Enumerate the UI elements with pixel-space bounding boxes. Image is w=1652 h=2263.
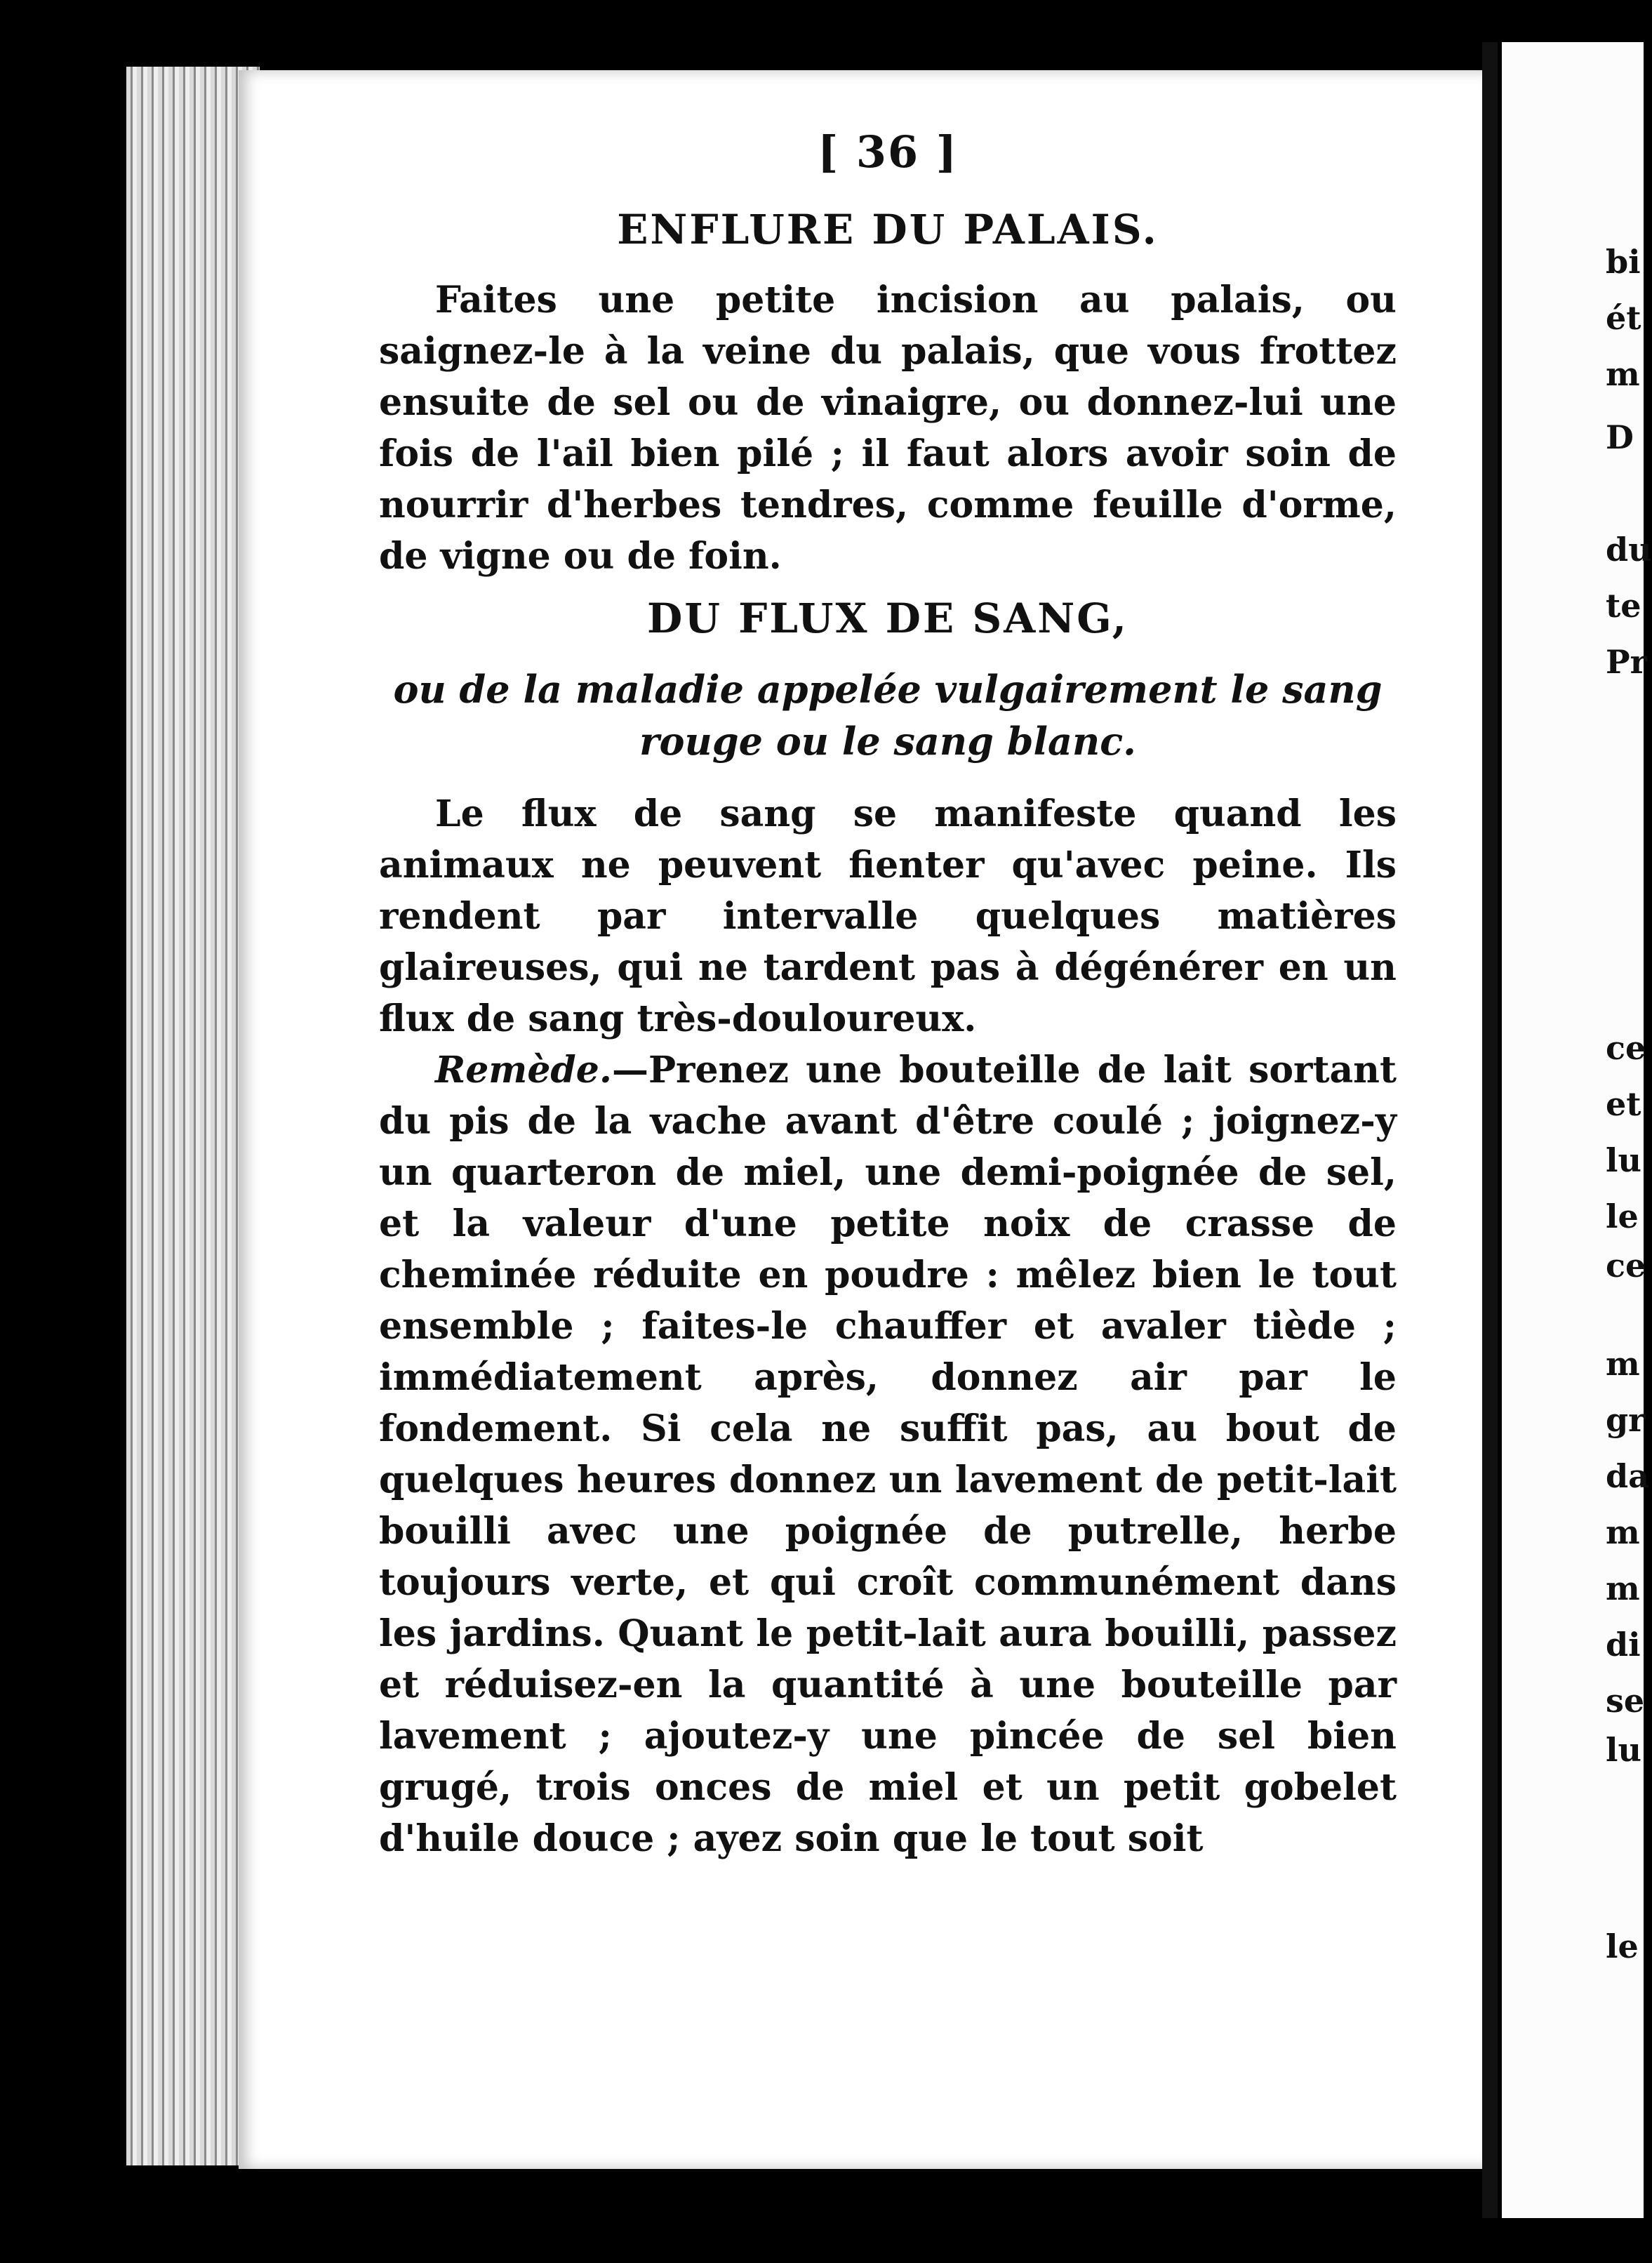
section-heading-flux: DU FLUX DE SANG, — [647, 595, 1128, 642]
paragraph-flux-description: Le flux de sang se manifeste quand les animaux ne peuvent fienter qu'avec peine. Ils rendent par intervalle quelques matières glaireuses, qui ne tardent pas à dégénérer en un flux de sang très-douloureux. — [379, 792, 1397, 1040]
paragraph-enflure: Faites une petite incision au palais, ou saignez-le à la veine du palais, que vous frottez ensuite de sel ou de vinaigre, ou donnez-lui une fois de l'ail bien pilé ; il faut alors avoir soin de nourrir d'herbes tendres, comme feuille d'orme, de vigne ou de foin. — [379, 279, 1397, 578]
facing-page-text: se — [1606, 1682, 1645, 1720]
facing-page-text: ét — [1606, 299, 1641, 337]
facing-page-text: da — [1606, 1457, 1649, 1495]
section-heading-enflure: ENFLURE DU PALAIS. — [617, 206, 1159, 253]
facing-page-text: le — [1606, 1927, 1639, 1965]
facing-page-text: ce — [1606, 1247, 1646, 1285]
facing-page-text: Pr — [1606, 643, 1647, 681]
facing-page-text: ce — [1606, 1029, 1646, 1067]
paragraph-remedy — [379, 1044, 1397, 1864]
facing-page-text: m — [1606, 355, 1640, 393]
facing-page-text: m — [1606, 1513, 1640, 1551]
facing-page-text: m — [1606, 1345, 1640, 1383]
remedy-label: Remède. — [435, 1049, 612, 1091]
facing-page-text: di — [1606, 1626, 1641, 1664]
remedy-text: —Prenez une bouteille de lait sortant du pis de la vache avant d'être coulé ; joignez-y un quarteron de miel, une demi-poignée de sel, et la valeur d'une petite noix de crasse de cheminée réduite en poudre : mêlez bien le tout ensemble ; faites-le chauffer et avaler tiède ; immédiatement après, donnez air par le fondement. Si cela ne suffit pas, au bout de quelques heures donnez un lavement de petit-lait bouilli avec une poignée de putrelle, herbe toujours verte, et qui croît communément dans les jardins. Quant le petit-lait aura bouilli, passez et réduisez-en la quantité à une bouteille par lavement ; ajoutez-y une pincée de sel bien grugé, trois onces de miel et un petit gobelet d'huile douce ; ayez soin que le tout soit — [379, 1049, 1397, 1860]
page-number: [ 36 ] — [817, 126, 959, 178]
facing-page-text: lu — [1606, 1141, 1641, 1179]
facing-page-text: lu — [1606, 1731, 1641, 1769]
facing-page-text: te — [1606, 587, 1641, 625]
book-page — [239, 70, 1488, 2169]
facing-page-text: gr — [1606, 1401, 1646, 1439]
facing-page-text: bi — [1606, 243, 1641, 281]
facing-page-text: et — [1606, 1085, 1641, 1123]
facing-page-text: D — [1606, 418, 1634, 456]
facing-page-fragment — [1502, 42, 1652, 2218]
facing-page-text: m — [1606, 1569, 1640, 1607]
facing-page-text: le — [1606, 1197, 1639, 1235]
page-text — [379, 126, 1397, 1864]
section-subtitle-flux: ou de la maladie appelée vulgairement le sang rouge ou le sang blanc. — [393, 667, 1383, 764]
facing-page-text: du — [1606, 531, 1652, 569]
book-gutter — [1482, 42, 1498, 2218]
